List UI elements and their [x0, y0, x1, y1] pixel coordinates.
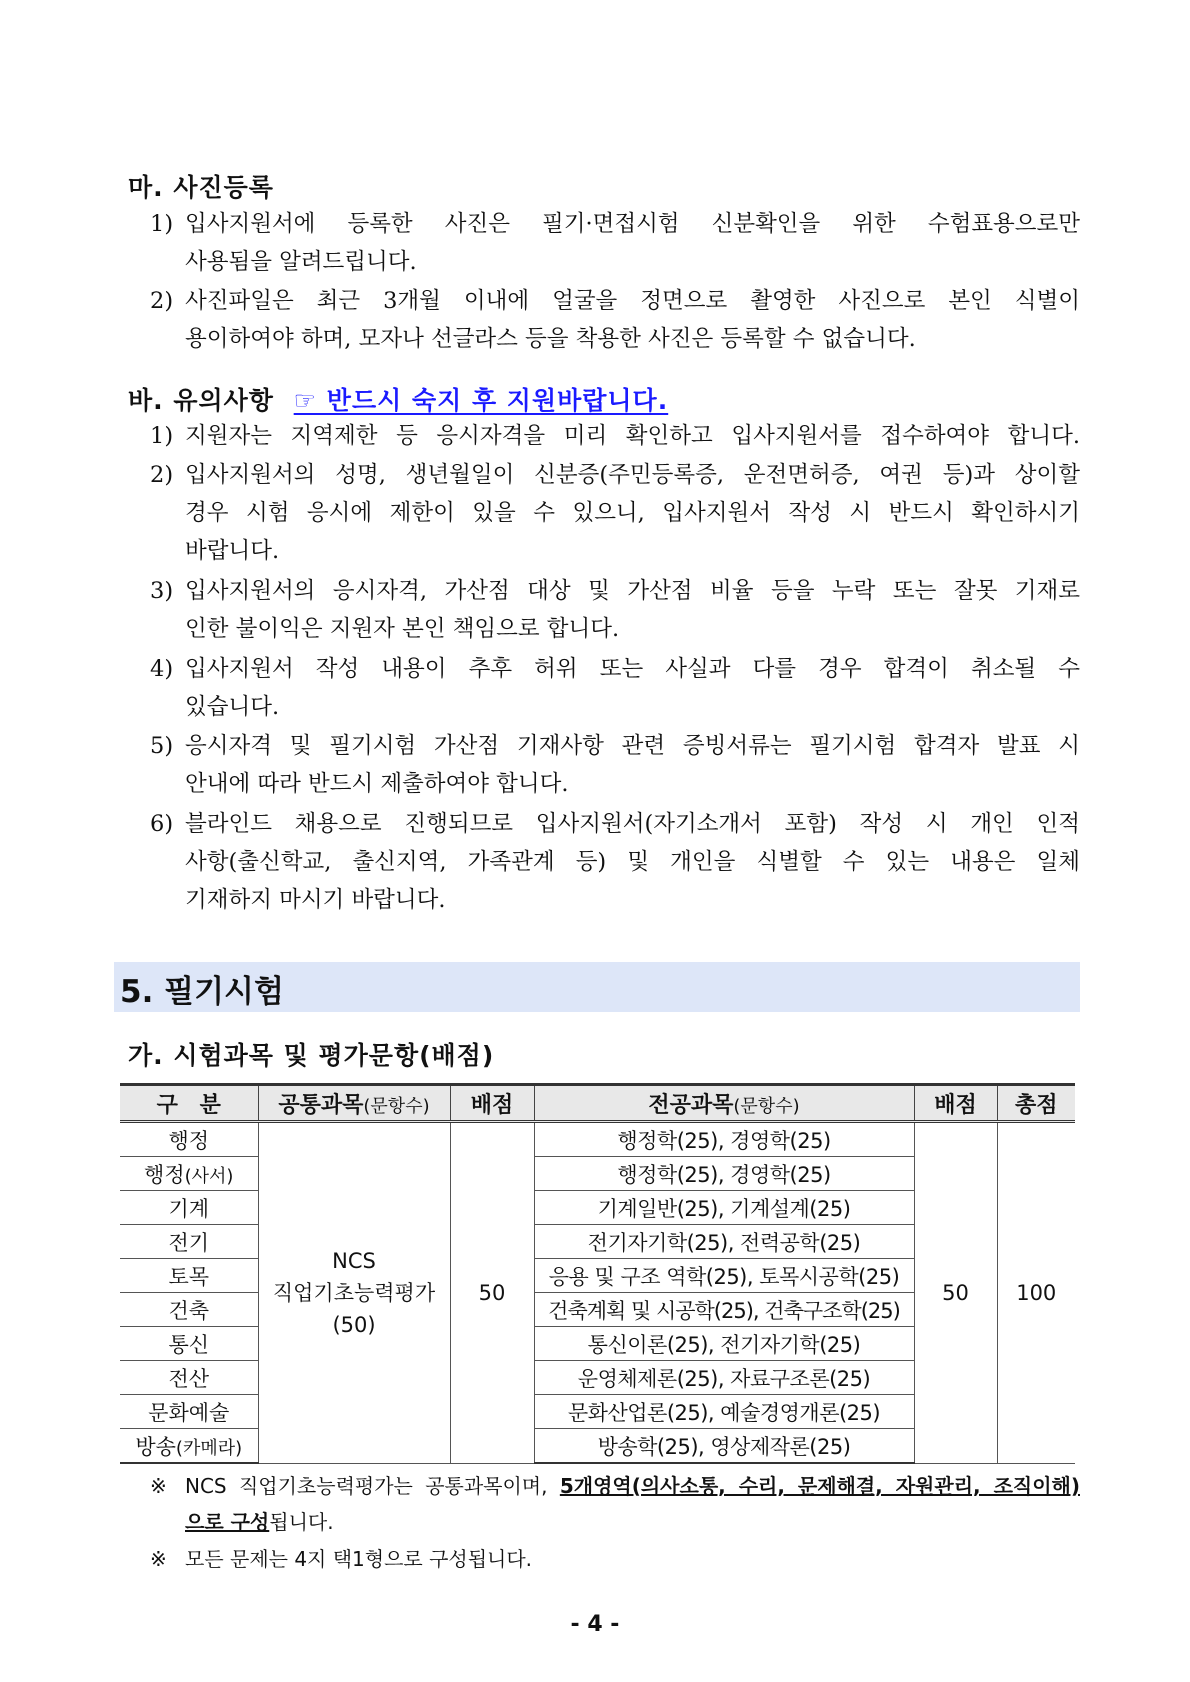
total-score-cell: 100 [997, 1122, 1075, 1464]
note-item [150, 1468, 1080, 1540]
major-subject-cell: 전기자기학(25), 전력공학(25) [534, 1225, 914, 1259]
section-ma-title: 마. 사진등록 [128, 173, 274, 202]
category-cell [120, 1395, 258, 1429]
header-score: 배점 [914, 1085, 997, 1122]
list-item [150, 805, 1080, 919]
item-line: 입사지원서에 등록한 사진은 필기·면접시험 신분확인을 위한 수험표용으로만 [185, 211, 1080, 237]
major-subject-cell: 통신이론(25), 전기자기학(25) [534, 1327, 914, 1361]
item-line: 인한 불이익은 지원자 본인 책임으로 합니다. [185, 616, 620, 642]
item-line: 사진파일은 최근 3개월 이내에 얼굴을 정면으로 촬영한 사진으로 본인 식별이 [185, 288, 1080, 314]
item-number: 3) [150, 578, 174, 604]
major-subject-cell: 건축계획 및 시공학(25), 건축구조학(25) [534, 1293, 914, 1327]
category-name: 기계 [168, 1196, 210, 1221]
header-major-main: 전공과목 [648, 1092, 734, 1118]
table-header-row [120, 1085, 1075, 1122]
item-number: 6) [150, 811, 174, 837]
category-cell [120, 1327, 258, 1361]
item-number: 2) [150, 462, 174, 488]
list-item [150, 727, 1080, 803]
header-major-subject [534, 1085, 914, 1122]
major-score-cell: 50 [914, 1122, 997, 1464]
category-cell [120, 1122, 258, 1157]
item-number: 1) [150, 423, 174, 449]
subsection-title: 가. 시험과목 및 평가문항(배점) [128, 1041, 495, 1070]
list-item [150, 456, 1080, 570]
category-cell [120, 1157, 258, 1191]
category-cell [120, 1225, 258, 1259]
item-line: 입사지원서의 성명, 생년월일이 신분증(주민등록증, 운전면허증, 여권 등)과 상이할 [185, 462, 1080, 488]
major-subject-cell: 행정학(25), 경영학(25) [534, 1122, 914, 1157]
item-number: 1) [150, 211, 174, 237]
item-line: 안내에 따라 반드시 제출하여야 합니다. [185, 771, 569, 797]
section-ba-label: 바. 유의사항 [128, 386, 274, 415]
item-line: 응시자격 및 필기시험 가산점 기재사항 관련 증빙서류는 필기시험 합격자 발표 시 [185, 733, 1080, 759]
note-mark: ※ [150, 1547, 167, 1571]
category-name: 행정 [168, 1128, 210, 1153]
header-major-sub: (문항수) [733, 1095, 800, 1117]
category-cell [120, 1191, 258, 1225]
item-line: 사항(출신학교, 출신지역, 가족관계 등) 및 개인을 식별할 수 있는 내용은 일체 [185, 849, 1080, 875]
major-subject-cell: 응용 및 구조 역학(25), 토목시공학(25) [534, 1259, 914, 1293]
item-line: 지원자는 지역제한 등 응시자격을 미리 확인하고 입사지원서를 접수하여야 합니다. [185, 423, 1080, 449]
note-line [185, 1504, 1080, 1540]
section-5-title: 5. 필기시험 [120, 974, 284, 1010]
item-number: 2) [150, 288, 174, 314]
category-cell [120, 1429, 258, 1464]
header-common-subject [258, 1085, 450, 1122]
item-line: 입사지원서 작성 내용이 추후 허위 또는 사실과 다를 경우 합격이 취소될 수 [185, 656, 1080, 682]
header-common-sub: (문항수) [363, 1095, 430, 1117]
category-name: 토목 [168, 1264, 210, 1289]
category-cell [120, 1293, 258, 1327]
list-item [150, 650, 1080, 726]
list-item [150, 205, 1080, 281]
item-line: 용이하여야 하며, 모자나 선글라스 등을 착용한 사진은 등록할 수 없습니다. [185, 326, 916, 352]
major-subject-cell: 문화산업론(25), 예술경영개론(25) [534, 1395, 914, 1429]
category-name: 방송 [135, 1434, 176, 1459]
category-cell [120, 1361, 258, 1395]
note-text: NCS 직업기초능력평가는 공통과목이며, [185, 1474, 560, 1498]
category-name: 건축 [168, 1298, 210, 1323]
note-item [150, 1541, 1080, 1577]
note-emphasis: 5개영역(의사소통, 수리, 문제해결, 자원관리, 조직이해) [559, 1474, 1080, 1498]
item-line: 경우 시험 응시에 제한이 있을 수 있으니, 입사지원서 작성 시 반드시 확인하시기 [185, 500, 1080, 526]
category-name: 통신 [168, 1332, 210, 1357]
item-number: 5) [150, 733, 174, 759]
category-detail: (사서) [184, 1165, 234, 1187]
common-subject-cell [258, 1122, 450, 1464]
note-emphasis: 으로 구성 [185, 1510, 270, 1534]
category-name: 문화예술 [148, 1400, 230, 1425]
major-subject-cell: 운영체제론(25), 자료구조론(25) [534, 1361, 914, 1395]
item-line: 입사지원서의 응시자격, 가산점 대상 및 가산점 비율 등을 누락 또는 잘못 기재로 [185, 578, 1080, 604]
item-line: 기재하지 마시기 바랍니다. [185, 887, 446, 913]
list-item [150, 417, 1080, 455]
header-total: 총점 [997, 1085, 1075, 1122]
item-line: 바랍니다. [185, 538, 280, 564]
category-name: 전산 [168, 1366, 210, 1391]
major-subject-cell: 기계일반(25), 기계설계(25) [534, 1191, 914, 1225]
category-detail: (카메라) [175, 1437, 243, 1459]
note-line [185, 1468, 1080, 1504]
page-number: - 4 - [570, 1612, 620, 1637]
category-name: 행정 [144, 1162, 185, 1187]
exam-subjects-table [120, 1083, 1075, 1464]
ncs-line: (50) [332, 1312, 376, 1337]
category-cell [120, 1259, 258, 1293]
major-subject-cell: 행정학(25), 경영학(25) [534, 1157, 914, 1191]
item-line: 있습니다. [185, 694, 280, 720]
table-row [120, 1122, 1075, 1157]
section-ba-emphasis: ☞ 반드시 숙지 후 지원바랍니다. [293, 386, 669, 415]
list-item [150, 282, 1080, 358]
note-mark: ※ [150, 1474, 167, 1498]
ncs-line: NCS [332, 1248, 376, 1273]
list-item [150, 572, 1080, 648]
item-line: 사용됨을 알려드립니다. [185, 249, 417, 275]
section-ba-title [128, 381, 668, 417]
major-subject-cell: 방송학(25), 영상제작론(25) [534, 1429, 914, 1464]
header-score: 배점 [450, 1085, 534, 1122]
ncs-line: 직업기초능력평가 [272, 1280, 436, 1305]
item-line: 블라인드 채용으로 진행되므로 입사지원서(자기소개서 포함) 작성 시 개인 인적 [185, 811, 1080, 837]
category-name: 전기 [168, 1230, 210, 1255]
note-text: 모든 문제는 4지 택1형으로 구성됩니다. [185, 1547, 533, 1571]
common-score-cell: 50 [450, 1122, 534, 1464]
header-category: 구 분 [120, 1085, 258, 1122]
note-text: 됩니다. [269, 1510, 334, 1534]
item-number: 4) [150, 656, 174, 682]
header-common-main: 공통과목 [278, 1092, 364, 1118]
